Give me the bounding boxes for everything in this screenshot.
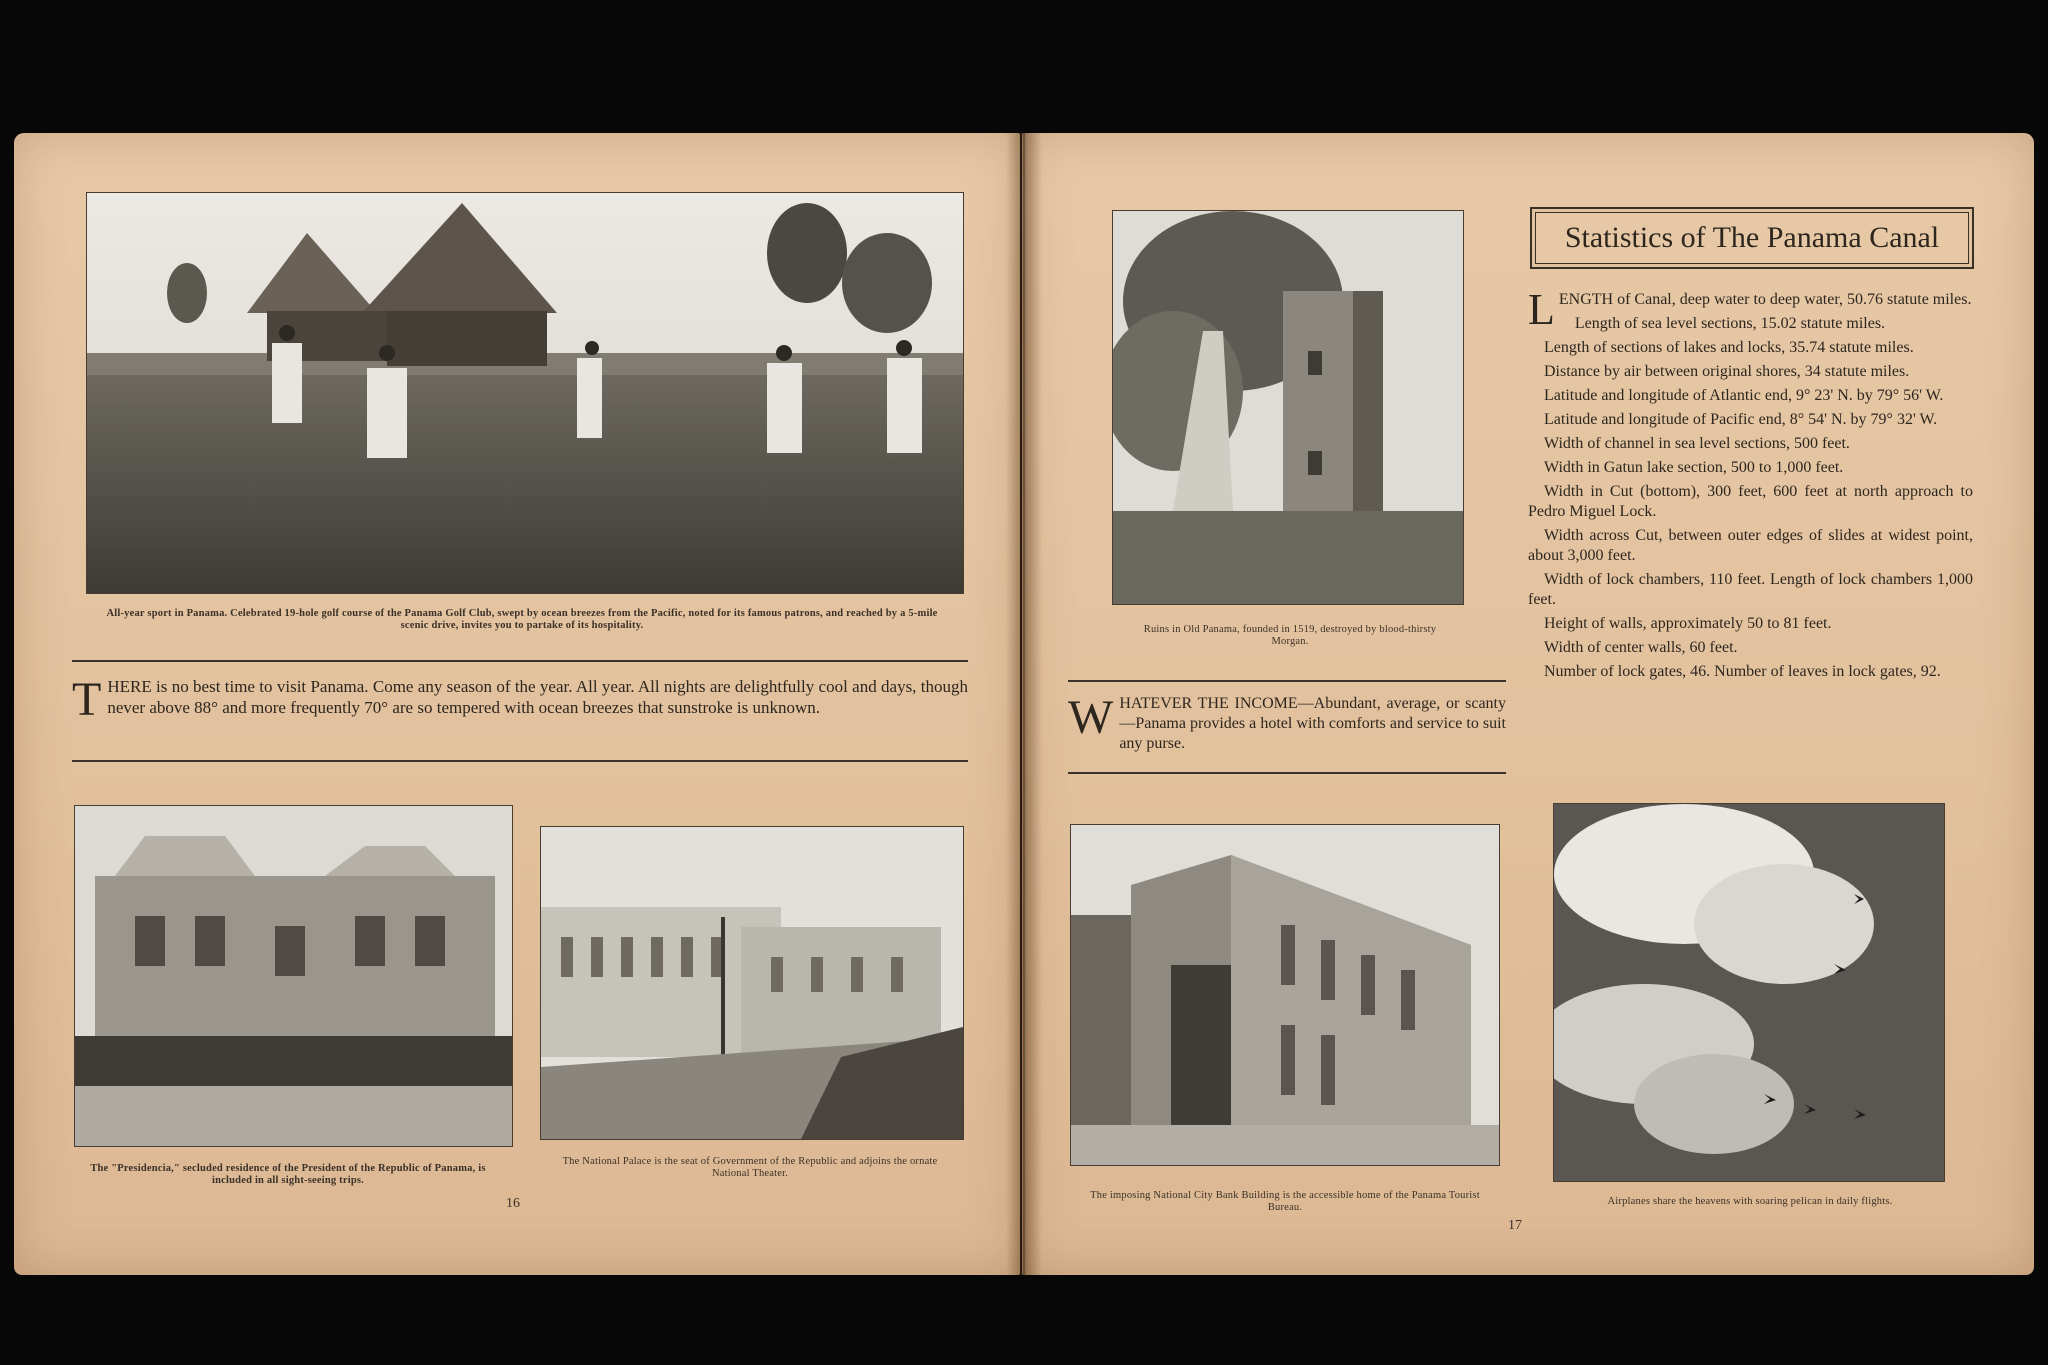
old-panama-ruins-photo	[1112, 210, 1464, 605]
intro-dropcap: T	[72, 673, 102, 726]
intro-rule-top	[72, 660, 968, 662]
stats-item: Latitude and longitude of Pacific end, 8° 54' N. by 79° 32' W.	[1544, 411, 1938, 428]
income-dropcap: W	[1068, 691, 1114, 744]
income-text: HATEVER THE INCOME—Abundant, average, or scanty—Panama provides a hotel with comforts and service to suit any purse.	[1119, 695, 1506, 752]
bank-caption: The imposing National City Bank Building is the accessible home of the Panama Tourist Bureau.	[1090, 1190, 1480, 1213]
stats-item: Width of lock chambers, 110 feet. Length of lock chambers 1,000 feet.	[1528, 571, 1973, 608]
golf-caption: All-year sport in Panama. Celebrated 19-hole golf course of the Panama Golf Club, swept by ocean breezes from the Pacific, noted for its famous patrons, and reached by a 5-mile scenic drive, invites you to partake of its hospitality.	[106, 608, 938, 631]
page-number-16: 16	[506, 1196, 520, 1211]
national-palace-photo	[540, 826, 964, 1140]
bank-building-photo	[1070, 824, 1500, 1166]
stats-item: Latitude and longitude of Atlantic end, 9° 23' N. by 79° 56' W.	[1544, 387, 1944, 404]
stats-item: Width in Gatun lake section, 500 to 1,000 feet.	[1544, 459, 1844, 476]
stats-item: Length of sections of lakes and locks, 35.74 statute miles.	[1544, 339, 1914, 356]
stats-item: Length of sea level sections, 15.02 statute miles.	[1574, 315, 1886, 332]
intro-paragraph	[72, 673, 968, 726]
stats-item: Distance by air between original shores, 34 statute miles.	[1544, 363, 1910, 380]
intro-rule-bottom	[72, 760, 968, 762]
canal-statistics	[1528, 285, 1973, 686]
intro-text: HERE is no best time to visit Panama. Come any season of the year. All year. All nights are delightfully cool and days, though never above 88° and more frequently 70° are so tempered with ocean breezes that sunstroke is unknown.	[107, 677, 968, 717]
stats-item: Width across Cut, between outer edges of slides at widest point, about 3,000 feet.	[1528, 527, 1973, 564]
presidencia-photo	[74, 805, 513, 1147]
income-paragraph	[1068, 691, 1506, 754]
ruins-caption: Ruins in Old Panama, founded in 1519, destroyed by blood-thirsty Morgan.	[1143, 624, 1437, 647]
stats-first-item: ENGTH of Canal, deep water to deep water, 50.76 statute miles.	[1558, 291, 1972, 308]
presidencia-caption: The "Presidencia," secluded residence of the President of the Republic of Panama, is included in all sight-seeing trips.	[90, 1163, 486, 1186]
stats-item: Width of channel in sea level sections, 500 feet.	[1544, 435, 1850, 452]
stats-title: Statistics of The Panama Canal	[1530, 207, 1974, 269]
stats-dropcap: L	[1528, 285, 1555, 334]
book-gutter	[1006, 133, 1042, 1275]
income-rule-top	[1068, 680, 1506, 682]
stats-item: Width in Cut (bottom), 300 feet, 600 feet at north approach to Pedro Miguel Lock.	[1528, 483, 1973, 520]
stats-item: Width of center walls, 60 feet.	[1544, 639, 1738, 656]
stats-item: Height of walls, approximately 50 to 81 feet.	[1544, 615, 1832, 632]
page-number-17: 17	[1508, 1218, 1522, 1233]
stats-item: Number of lock gates, 46. Number of leaves in lock gates, 92.	[1544, 663, 1941, 680]
airplanes-sky-photo	[1553, 803, 1945, 1182]
airplanes-caption: Airplanes share the heavens with soaring pelican in daily flights.	[1607, 1196, 1893, 1207]
golf-course-photo	[86, 192, 964, 594]
income-rule-bottom	[1068, 772, 1506, 774]
palace-caption: The National Palace is the seat of Government of the Republic and adjoins the ornate National Theater.	[562, 1156, 938, 1179]
